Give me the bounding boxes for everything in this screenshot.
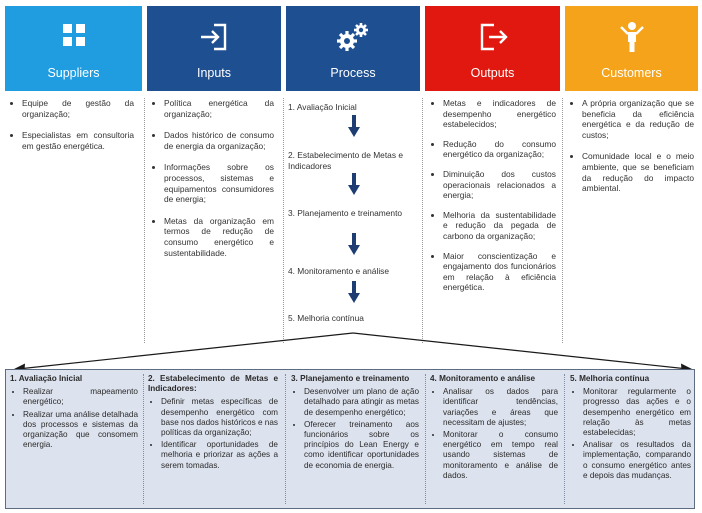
detail-title: 3. Planejamento e treinamento (291, 374, 410, 383)
panel-divider (143, 374, 144, 504)
process-step-2: 2. Estabelecimento de Metas e Indicadores (288, 150, 403, 171)
detail-item: • Definir metas específicas de desempenho energético com base nos dados históricos e nas políticas da organização; (161, 397, 278, 438)
panel-divider (425, 374, 426, 504)
detail-item: • Realizar mapeamento energético; (23, 387, 138, 407)
process-step-1: 1. Avaliação Inicial (288, 102, 357, 112)
process-title: Process (330, 66, 376, 80)
list-item: • Especialistas em consultoria em gestão energética. (22, 130, 134, 151)
detail-item: • Analisar os dados para identificar tendências, variações e áreas que necessitam de ajustes; (443, 387, 558, 428)
detail-item: • Realizar uma análise detalhada dos processos e sistemas da organização que consomem energia. (23, 410, 138, 451)
list-item: • Equipe de gestão da organização; (22, 98, 134, 119)
inputs-title: Inputs (196, 66, 232, 80)
detail-title: 4. Monitoramento e análise (430, 374, 536, 383)
detail-item: • Identificar oportunidades de melhoria e priorizar as ações a serem tomadas. (161, 440, 278, 471)
list-item: • Comunidade local e o meio ambiente, que se beneficiam da redução do impacto ambiental. (582, 151, 694, 193)
list-item: • Política energética da organização; (164, 98, 274, 119)
detail-title: 1. Avaliação Inicial (10, 374, 83, 383)
process-step-3: 3. Planejamento e treinamento (288, 208, 403, 218)
detail-item: • Analisar os resultados da implementação, comparando o consumo energético antes e depois das mudanças. (583, 440, 691, 481)
detail-title: 2. Estabelecimento de Metas e Indicadores: (148, 374, 278, 394)
outputs-title: Outputs (470, 66, 515, 80)
detail-item: • Monitorar regularmente o progresso das ações e o desempenho energético em relação às metas estabelecidas; (583, 387, 691, 438)
detail-item: • Oferecer treinamento aos funcionários sobre os princípios do Lean Energy e como identificar oportunidades de economia de energia. (304, 420, 419, 471)
list-item: • Redução do consumo energético da organização; (443, 139, 556, 160)
list-item: • Maior conscientização e engajamento dos funcionários em relação à eficiência energética. (443, 251, 556, 293)
list-item: • A própria organização que se beneficia da eficiência energética e da redução de custos; (582, 98, 694, 140)
detail-item: • Desenvolver um plano de ação detalhado para atingir as metas de desempenho energético; (304, 387, 419, 418)
detail-column-1 (10, 374, 138, 452)
detail-column-5 (570, 374, 691, 483)
customers-title: Customers (601, 66, 662, 80)
list-item: • Metas e indicadores de desempenho energético estabelecidos; (443, 98, 556, 130)
process-step-5: 5. Melhoria contínua (288, 313, 364, 323)
detail-item: • Monitorar o consumo energético em tempo real usando sistemas de monitoramento e análise de dados. (443, 430, 558, 481)
list-item: • Informações sobre os processos, sistemas e equipamentos consumidores de energia; (164, 162, 274, 204)
list-item: • Metas da organização em termos de redução de consumo energético e sustentabilidade. (164, 216, 274, 258)
process-step-4: 4. Monitoramento e análise (288, 266, 390, 276)
list-item: • Dados histórico de consumo de energia da organização; (164, 130, 274, 151)
suppliers-title: Suppliers (47, 66, 100, 80)
process-detail-panel (5, 369, 695, 509)
detail-column-4 (430, 374, 558, 483)
list-item: • Diminuição dos custos operacionais relacionados a energia; (443, 169, 556, 201)
list-item: • Melhoria da sustentabilidade e redução da pegada de carbono da organização; (443, 210, 556, 242)
panel-divider (564, 374, 565, 504)
detail-title: 5. Melhoria contínua (570, 374, 650, 383)
panel-divider (285, 374, 286, 504)
detail-column-2 (148, 374, 278, 473)
detail-column-3 (291, 374, 419, 473)
